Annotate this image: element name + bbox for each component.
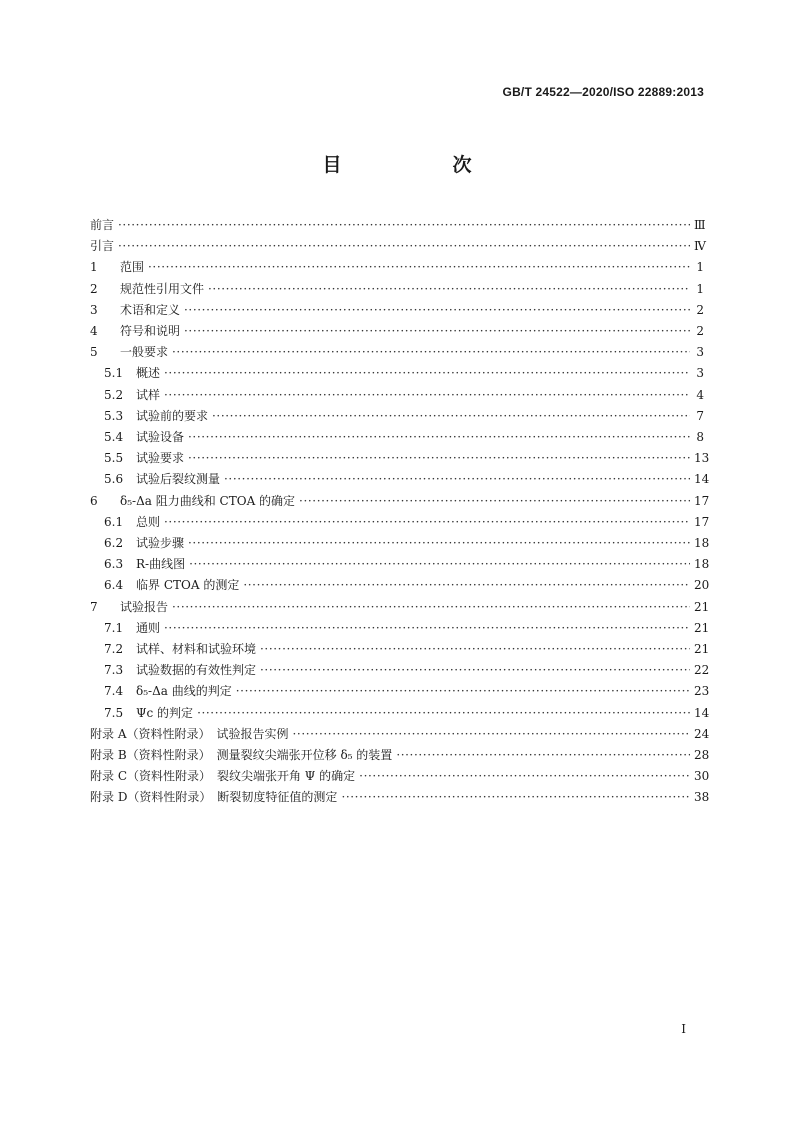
toc-entry-page: Ⅳ (694, 239, 706, 254)
toc-entry-number: 7 (90, 599, 98, 614)
toc-entry-page: 30 (694, 769, 710, 784)
dot-leader (118, 237, 690, 255)
dot-leader (396, 746, 690, 764)
toc-entry[interactable] (104, 704, 710, 722)
toc-entry-number: 6.1 (104, 514, 124, 529)
toc-entry-page: 21 (694, 620, 710, 635)
dot-leader (188, 534, 690, 552)
toc-entry[interactable] (104, 640, 710, 658)
toc-entry[interactable] (104, 513, 710, 531)
toc-entry-page: 21 (694, 599, 710, 614)
toc-entry-text: 试样 (136, 387, 161, 402)
toc-entry-number: 7.1 (104, 620, 124, 635)
toc-entry-text: 术语和定义 (120, 302, 181, 317)
toc-entry-number: 5 (90, 345, 98, 360)
toc-entry-page: 22 (694, 663, 710, 678)
toc-entry-text: 规范性引用文件 (120, 281, 205, 296)
dot-leader (184, 322, 690, 340)
toc-entry[interactable] (104, 470, 710, 488)
toc-entry[interactable] (104, 661, 710, 679)
toc-entry-text: 前言 (90, 218, 115, 232)
dot-leader (164, 364, 690, 382)
toc-entry-text: 概述 (136, 366, 161, 381)
toc-entry-text: 引言 (90, 239, 115, 254)
toc-entry-text: 总则 (136, 514, 161, 529)
toc-entry-text: 附录 A（资料性附录） 试验报告实例 (90, 726, 289, 741)
toc-entry-page: 3 (696, 366, 704, 381)
toc-entry-number: 6.2 (104, 536, 124, 550)
toc-entry-page: 24 (694, 726, 710, 741)
toc-entry-number: 5.2 (104, 387, 124, 402)
dot-leader (260, 661, 690, 679)
toc-entry-number: 7.3 (104, 663, 124, 678)
toc-entry-label (90, 322, 180, 340)
toc-entry-page: 21 (694, 642, 710, 656)
toc-entry-text: 一般要求 (120, 345, 169, 360)
toc-entry-text: 附录 C（资料性附录） 裂纹尖端张开角 Ψ 的确定 (90, 769, 356, 784)
toc-entry[interactable] (104, 386, 704, 404)
toc-entry-text: 附录 B（资料性附录） 测量裂纹尖端张开位移 δ₅ 的装置 (90, 748, 393, 762)
toc-entry-text: 试验后裂纹测量 (136, 472, 221, 487)
toc-entry-label (104, 576, 239, 594)
toc-entry-text: 符号和说明 (120, 324, 181, 338)
toc-entry[interactable] (104, 576, 710, 594)
dot-leader (172, 343, 690, 361)
toc-entry-text: 试验要求 (136, 451, 185, 466)
toc-entry-page: 2 (696, 324, 704, 338)
toc-entry-number: 2 (90, 281, 98, 296)
toc-entry-page: 20 (694, 578, 710, 593)
toc-entry[interactable] (104, 428, 704, 446)
toc-entry-number: 1 (90, 260, 98, 275)
toc-entry-number: 5.6 (104, 472, 124, 487)
toc-entry[interactable] (104, 682, 710, 700)
toc-entry[interactable] (104, 555, 710, 573)
toc-entry-page: 38 (694, 790, 710, 805)
toc-entry-page: 4 (696, 387, 704, 402)
dot-leader (243, 576, 690, 594)
toc-entry-number: 6.3 (104, 557, 124, 572)
dot-leader (292, 725, 690, 743)
toc-entry[interactable] (104, 407, 704, 425)
toc-entry-page: 3 (696, 345, 704, 360)
toc-entry[interactable] (104, 619, 710, 637)
toc-entry-label (104, 513, 160, 531)
toc-entry-number: 5.3 (104, 408, 124, 423)
toc-entry-text: 通则 (136, 620, 161, 635)
toc-entry-label (90, 788, 337, 806)
toc-entry-page: 18 (694, 536, 710, 550)
toc-entry-number: 5.5 (104, 451, 124, 466)
toc-entry-text: 附录 D（资料性附录） 断裂韧度特征值的测定 (90, 790, 338, 805)
toc-entry-page: 14 (694, 472, 710, 487)
toc-entry[interactable] (90, 746, 710, 764)
toc-entry-page: 2 (696, 302, 704, 317)
toc-entry-text: 范围 (120, 260, 145, 275)
dot-leader (164, 513, 690, 531)
dot-leader (184, 301, 690, 319)
toc-entry-label (104, 470, 220, 488)
toc-entry-label (104, 555, 185, 573)
toc-entry-page: 1 (696, 281, 704, 296)
dot-leader (208, 280, 690, 298)
toc-entry-number: 3 (90, 302, 98, 317)
toc-entry-page: 17 (694, 514, 710, 529)
toc-entry-number: 6 (90, 493, 98, 508)
toc-entry-number: 5.4 (104, 430, 124, 444)
toc-entry[interactable] (90, 322, 704, 340)
dot-leader (299, 492, 690, 510)
toc-entry[interactable] (90, 258, 704, 276)
toc-entry[interactable] (90, 237, 704, 255)
toc-entry[interactable] (90, 280, 704, 298)
dot-leader (260, 640, 690, 658)
toc-entry-label (104, 428, 184, 446)
dot-leader (341, 788, 690, 806)
dot-leader (236, 682, 690, 700)
toc-entry-label (104, 661, 256, 679)
toc-entry-text: δ₅-Δa 阻力曲线和 CTOA 的确定 (120, 493, 296, 508)
toc-entry-page: 28 (694, 748, 710, 762)
toc-entry-label (104, 449, 184, 467)
toc-entry-text: 临界 CTOA 的测定 (136, 578, 240, 593)
toc-entry-page: 13 (694, 451, 710, 466)
toc-entry-text: δ₅-Δa 曲线的判定 (136, 684, 232, 699)
toc-entry-number: 7.5 (104, 705, 124, 720)
toc-entry-number: 4 (90, 324, 98, 338)
toc-entry-number: 7.4 (104, 684, 124, 699)
toc-entry-label (90, 598, 168, 616)
toc-entry-page: 14 (694, 705, 710, 720)
toc-entry-number: 5.1 (104, 366, 124, 381)
page-title: 目 次 (322, 154, 518, 176)
toc-entry-label (90, 343, 168, 361)
toc-entry-text: 试验数据的有效性判定 (136, 663, 257, 678)
toc-entry-page: 17 (694, 493, 710, 508)
toc-entry-label (90, 746, 392, 764)
toc-entry-label (104, 364, 160, 382)
toc-entry-label (104, 619, 160, 637)
standard-code: GB/T 24522—2020/ISO 22889:2013 (502, 85, 704, 99)
dot-leader (197, 704, 690, 722)
toc-entry-page: Ⅲ (694, 218, 706, 232)
toc-entry-number: 7.2 (104, 642, 124, 656)
toc-entry-label (104, 386, 160, 404)
toc-entry-label (104, 640, 256, 658)
toc-entry[interactable] (90, 343, 704, 361)
toc-entry-text: 试验步骤 (136, 536, 185, 550)
toc-entry-page: 7 (696, 408, 704, 423)
dot-leader (188, 428, 690, 446)
toc-entry[interactable] (90, 301, 704, 319)
toc-entry-text: Ψc 的判定 (136, 705, 194, 720)
dot-leader (118, 216, 690, 234)
toc-entry-text: R-曲线图 (136, 557, 186, 572)
dot-leader (164, 386, 690, 404)
toc-entry-text: 试验前的要求 (136, 408, 209, 423)
toc-entry[interactable] (104, 534, 710, 552)
dot-leader (359, 767, 690, 785)
toc-entry-page: 8 (696, 430, 704, 444)
toc-entry-label (90, 492, 295, 510)
toc-entry[interactable] (90, 788, 710, 806)
toc-entry-text: 试样、材料和试验环境 (136, 642, 257, 656)
toc-entry-label (104, 407, 208, 425)
dot-leader (164, 619, 690, 637)
toc-entry[interactable] (90, 767, 710, 785)
dot-leader (172, 598, 690, 616)
toc-entry-label (104, 704, 193, 722)
toc-entry-text: 试验报告 (120, 599, 169, 614)
toc-entry[interactable] (90, 598, 710, 616)
dot-leader (148, 258, 690, 276)
toc-entry[interactable] (104, 449, 710, 467)
toc-entry-label (104, 534, 184, 552)
dot-leader (212, 407, 690, 425)
toc-entry-label (90, 280, 204, 298)
toc-entry-label (90, 237, 114, 255)
toc-entry-label (90, 725, 288, 743)
toc-entry-label (90, 767, 355, 785)
toc-entry-label (104, 682, 232, 700)
toc-entry[interactable] (90, 216, 704, 234)
toc-entry-text: 试验设备 (136, 430, 185, 444)
toc-entry-number: 6.4 (104, 578, 124, 593)
toc-entry[interactable] (90, 492, 710, 510)
toc-entry[interactable] (104, 364, 704, 382)
toc-entry[interactable] (90, 725, 710, 743)
toc-entry-label (90, 216, 114, 234)
dot-leader (189, 555, 690, 573)
toc-entry-label (90, 258, 144, 276)
page-number: Ⅰ (681, 1022, 686, 1036)
dot-leader (188, 449, 690, 467)
toc-entry-page: 18 (694, 557, 710, 572)
dot-leader (224, 470, 690, 488)
toc-entry-page: 23 (694, 684, 710, 699)
toc-entry-label (90, 301, 180, 319)
toc-entry-page: 1 (696, 260, 704, 275)
